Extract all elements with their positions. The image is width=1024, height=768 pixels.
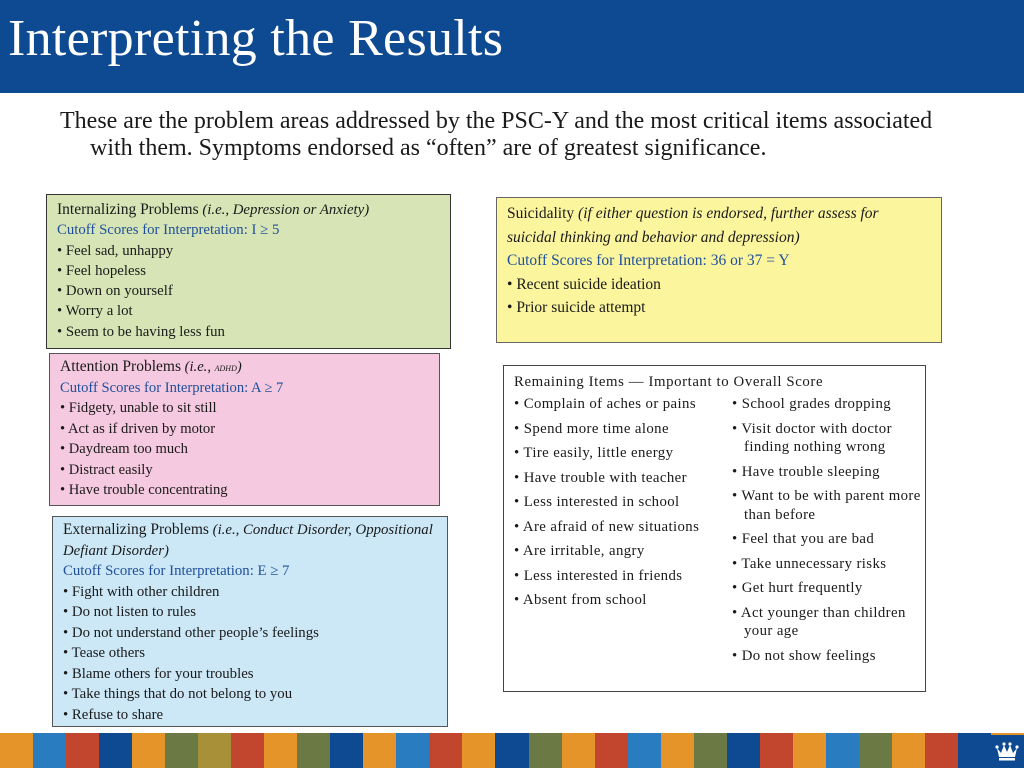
list-item: • Do not show feelings xyxy=(732,647,922,666)
internalizing-heading: Internalizing Problems xyxy=(57,201,199,218)
externalizing-heading: Externalizing Problems xyxy=(63,521,209,538)
footer-stripe xyxy=(0,733,33,768)
footer-stripe xyxy=(562,733,595,768)
remaining-list-right xyxy=(732,395,922,671)
remaining-columns xyxy=(514,395,921,671)
attention-title xyxy=(60,357,429,378)
suicidality-list xyxy=(507,273,931,320)
footer-stripe xyxy=(66,733,99,768)
suicidality-note: (if either question is endorsed, further assess for suicidal thinking and behavior and depression) xyxy=(507,205,879,246)
remaining-heading: Remaining Items — Important to Overall Score xyxy=(514,374,824,390)
externalizing-cutoff: Cutoff Scores for Interpretation: E ≥ 7 xyxy=(63,563,290,579)
footer-stripe xyxy=(132,733,165,768)
footer-stripe xyxy=(495,733,528,768)
footer-stripe xyxy=(958,733,991,768)
list-item: • Act as if driven by motor xyxy=(60,419,429,440)
list-item: • Tire easily, little energy xyxy=(514,444,732,463)
footer-stripe xyxy=(826,733,859,768)
footer-stripe xyxy=(165,733,198,768)
list-item: • Spend more time alone xyxy=(514,420,732,439)
externalizing-note: (i.e., Conduct Disorder, Oppositional Defiant Disorder) xyxy=(63,522,433,559)
list-item: • Complain of aches or pains xyxy=(514,395,732,414)
footer-stripe xyxy=(694,733,727,768)
footer-stripe xyxy=(198,733,231,768)
footer-stripe xyxy=(33,733,66,768)
footer-stripe xyxy=(793,733,826,768)
footer-stripe xyxy=(595,733,628,768)
footer-stripe xyxy=(462,733,495,768)
title-bar xyxy=(0,0,1024,93)
footer-stripe xyxy=(264,733,297,768)
remaining-items-box xyxy=(503,365,926,692)
list-item: • Worry a lot xyxy=(57,301,440,321)
list-item: • Down on yourself xyxy=(57,281,440,301)
footer-stripe xyxy=(231,733,264,768)
list-item: • Have trouble with teacher xyxy=(514,469,732,488)
list-item: • Feel that you are bad xyxy=(732,530,922,549)
slide-title: Interpreting the Results xyxy=(8,10,504,67)
list-item: • Absent from school xyxy=(514,591,732,610)
attention-list xyxy=(60,398,429,501)
internalizing-title xyxy=(57,200,440,220)
remaining-list-left xyxy=(514,395,732,671)
list-item: • Are afraid of new situations xyxy=(514,518,732,537)
footer-stripe xyxy=(661,733,694,768)
list-item: • Less interested in school xyxy=(514,493,732,512)
intro-text: These are the problem areas addressed by the PSC-Y and the most critical items associated with them. Symptoms endorsed as “often” are of greatest significance. xyxy=(60,108,933,161)
list-item: • Do not listen to rules xyxy=(63,602,437,623)
list-item: • Feel hopeless xyxy=(57,261,440,281)
attention-cutoff: Cutoff Scores for Interpretation: A ≥ 7 xyxy=(60,379,284,396)
list-item: • Prior suicide attempt xyxy=(507,296,931,320)
footer-stripe xyxy=(396,733,429,768)
crown-icon-graphic xyxy=(995,740,1019,762)
list-item: • Daydream too much xyxy=(60,439,429,460)
footer-stripe xyxy=(330,733,363,768)
attention-note xyxy=(185,359,242,375)
list-item: • Visit doctor with doctor finding nothing wrong xyxy=(732,420,922,457)
suicidality-heading: Suicidality xyxy=(507,205,575,222)
suicidality-title xyxy=(507,202,931,249)
footer-stripe xyxy=(297,733,330,768)
internalizing-box xyxy=(46,194,451,349)
footer-stripe xyxy=(859,733,892,768)
list-item: • Blame others for your troubles xyxy=(63,664,437,685)
list-item: • Are irritable, angry xyxy=(514,542,732,561)
suicidality-cutoff: Cutoff Scores for Interpretation: 36 or 37 = Y xyxy=(507,252,790,269)
footer-stripe xyxy=(760,733,793,768)
list-item: • Refuse to share xyxy=(63,705,437,726)
list-item: • Fidgety, unable to sit still xyxy=(60,398,429,419)
suicidality-box xyxy=(496,197,942,343)
list-item: • Have trouble concentrating xyxy=(60,480,429,501)
footer-stripe xyxy=(529,733,562,768)
list-item: • School grades dropping xyxy=(732,395,922,414)
list-item: • Recent suicide ideation xyxy=(507,273,931,297)
footer-stripe xyxy=(363,733,396,768)
list-item: • Less interested in friends xyxy=(514,567,732,586)
list-item: • Want to be with parent more than before xyxy=(732,487,922,524)
list-item: • Tease others xyxy=(63,643,437,664)
internalizing-list xyxy=(57,241,440,342)
footer-stripes xyxy=(0,733,1024,768)
footer-stripe xyxy=(429,733,462,768)
list-item: • Do not understand other people’s feelings xyxy=(63,623,437,644)
list-item: • Have trouble sleeping xyxy=(732,463,922,482)
list-item: • Take unnecessary risks xyxy=(732,555,922,574)
internalizing-note: (i.e., Depression or Anxiety) xyxy=(202,202,370,218)
list-item: • Get hurt frequently xyxy=(732,579,922,598)
list-item: • Act younger than children your age xyxy=(732,604,922,641)
footer-stripe xyxy=(628,733,661,768)
attention-note-abbr: adhd xyxy=(214,360,237,374)
list-item: • Feel sad, unhappy xyxy=(57,241,440,261)
list-item: • Take things that do not belong to you xyxy=(63,684,437,705)
list-item: • Seem to be having less fun xyxy=(57,322,440,342)
footer-stripe xyxy=(727,733,760,768)
externalizing-title xyxy=(63,520,437,561)
attention-note-pre: (i.e., xyxy=(184,359,211,375)
footer-stripe xyxy=(99,733,132,768)
internalizing-cutoff: Cutoff Scores for Interpretation: I ≥ 5 xyxy=(57,222,280,239)
attention-note-post: ) xyxy=(236,359,242,375)
list-item: • Fight with other children xyxy=(63,582,437,603)
externalizing-box xyxy=(52,516,448,727)
attention-heading: Attention Problems xyxy=(60,358,181,375)
footer-stripe xyxy=(925,733,958,768)
list-item: • Distract easily xyxy=(60,460,429,481)
attention-box xyxy=(49,353,440,506)
crown-icon xyxy=(990,735,1024,768)
footer-stripe xyxy=(892,733,925,768)
externalizing-list xyxy=(63,582,437,726)
